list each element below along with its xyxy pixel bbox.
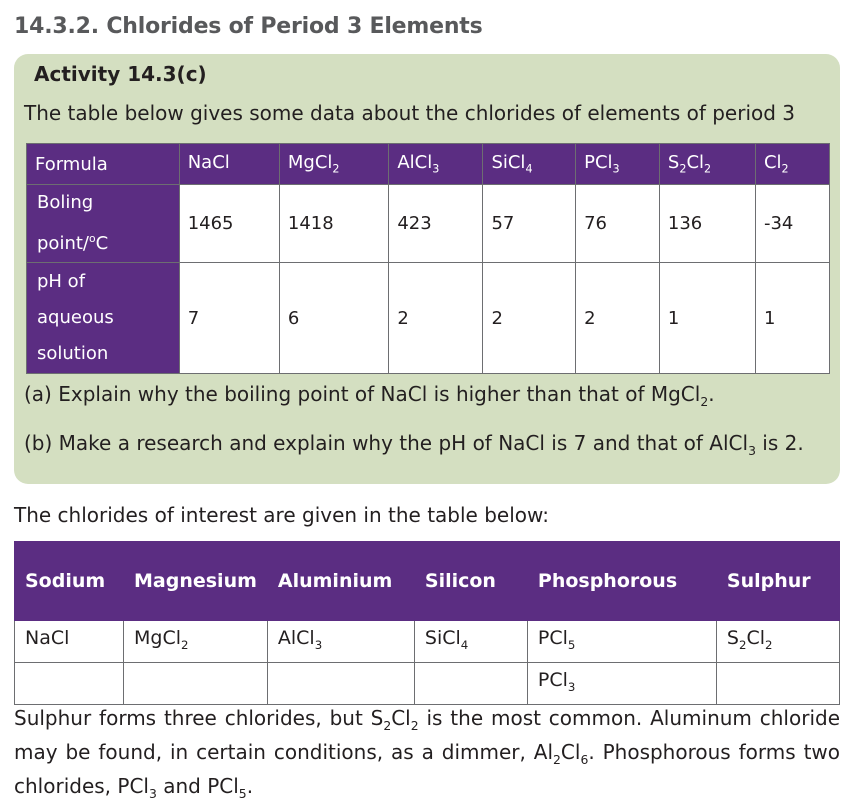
element-header: Sodium (15, 542, 124, 621)
activity-title: Activity 14.3(c) (34, 62, 207, 86)
period3-data-table (26, 143, 830, 374)
boiling-point-value: 136 (659, 185, 755, 263)
ph-label: pH of aqueous solution (27, 263, 180, 374)
ph-value: 2 (483, 263, 576, 374)
closing-paragraph: Sulphur forms three chlorides, but $S_2Cl_2$ is the most common. Aluminum chloride may be found, in certain conditions, as a dimmer, $Al_2Cl_6$. Phosphorous forms two chlorides, PCl$_3$ and PCl$_5$. (14, 706, 841, 801)
element-header: Silicon (414, 542, 527, 621)
ph-value: 1 (659, 263, 755, 374)
empty-cell (414, 662, 527, 704)
element-header: Sulphur (716, 542, 839, 621)
section-heading: 14.3.2. Chlorides of Period 3 Elements (14, 14, 483, 39)
element-header: Aluminium (267, 542, 414, 621)
ph-value: 2 (389, 263, 483, 374)
chlorides-intro: The chlorides of interest are given in the table below: (14, 503, 549, 527)
chloride-cell: MgCl$_2$ (124, 621, 268, 663)
boiling-point-value: 57 (483, 185, 576, 263)
chloride-cell: AlCl$_3$ (267, 621, 414, 663)
chloride-cell: SiCl$_4$ (414, 621, 527, 663)
empty-cell (716, 662, 839, 704)
formula-label: Formula (27, 144, 180, 185)
formula-cell: $Cl_2$ (755, 144, 829, 185)
chloride-cell: $S_2Cl_2$ (716, 621, 839, 663)
formula-cell: MgCl$_2$ (279, 144, 388, 185)
boiling-point-value: -34 (755, 185, 829, 263)
boiling-point-value: 1465 (179, 185, 279, 263)
ph-row (27, 263, 830, 374)
empty-cell (124, 662, 268, 704)
ph-value: 6 (279, 263, 388, 374)
empty-cell (15, 662, 124, 704)
question-b: (b) Make a research and explain why the pH of NaCl is 7 and that of AlCl$_3$ is 2. (24, 431, 804, 458)
chloride-row (15, 621, 840, 663)
chloride-cell: NaCl (15, 621, 124, 663)
boiling-point-row (27, 185, 830, 263)
empty-cell (267, 662, 414, 704)
activity-intro: The table below gives some data about the chlorides of elements of period 3 (24, 101, 796, 125)
formula-cell: NaCl (179, 144, 279, 185)
chloride-row-2 (15, 662, 840, 704)
chloride-cell: PCl$_5$ (527, 621, 716, 663)
formula-cell: $S_2Cl_2$ (659, 144, 755, 185)
ph-value: 1 (755, 263, 829, 374)
formula-row (27, 144, 830, 185)
ph-value: 7 (179, 263, 279, 374)
boiling-point-label: Boling point/$^o$C (27, 185, 180, 263)
formula-cell: AlCl$_3$ (389, 144, 483, 185)
boiling-point-value: 423 (389, 185, 483, 263)
chlorides-table (14, 541, 840, 705)
boiling-point-value: 76 (576, 185, 660, 263)
element-header: Magnesium (124, 542, 268, 621)
formula-cell: PCl$_3$ (576, 144, 660, 185)
boiling-point-value: 1418 (279, 185, 388, 263)
formula-cell: SiCl$_4$ (483, 144, 576, 185)
element-header-row (15, 542, 840, 621)
ph-value: 2 (576, 263, 660, 374)
chloride-cell: PCl$_3$ (527, 662, 716, 704)
element-header: Phosphorous (527, 542, 716, 621)
question-a: (a) Explain why the boiling point of NaCl is higher than that of MgCl$_2$. (24, 382, 715, 409)
